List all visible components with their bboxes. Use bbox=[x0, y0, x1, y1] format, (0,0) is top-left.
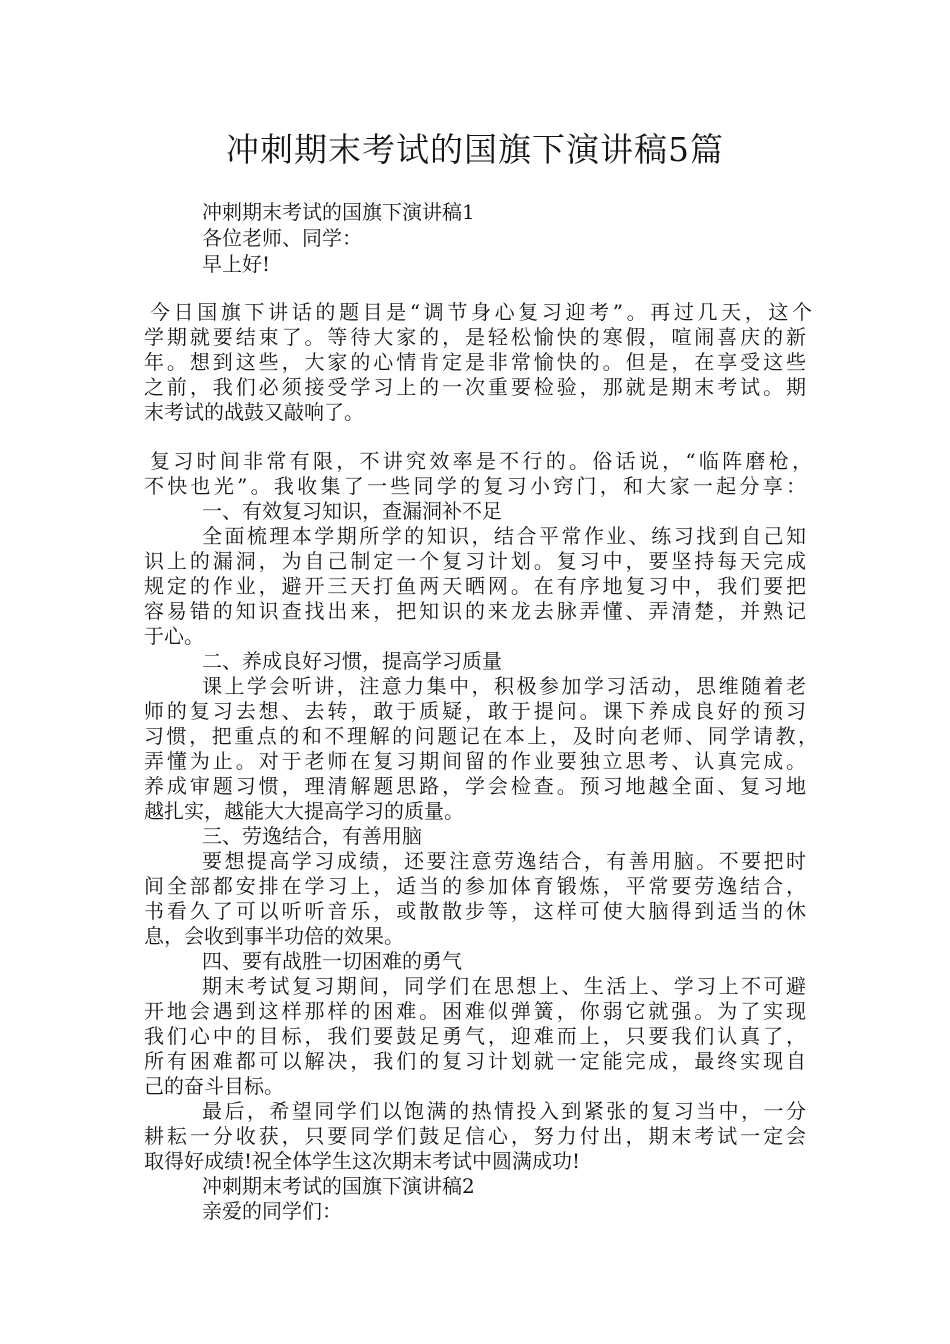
paragraph-line: 息，会收到事半功倍的效果。 bbox=[144, 924, 404, 948]
paragraph-line: 师的复习去想、去转，敢于质疑，敢于提问。课下养成良好的预习 bbox=[144, 699, 806, 723]
subheading: 二、养成良好习惯，提高学习质量 bbox=[202, 649, 502, 673]
greeting: 早上好! bbox=[202, 252, 271, 276]
subheading: 一、有效复习知识，查漏洞补不足 bbox=[202, 499, 502, 523]
document-title: 冲刺期末考试的国旗下演讲稿5篇 bbox=[226, 130, 724, 169]
paragraph-line: 于心。 bbox=[144, 624, 204, 648]
paragraph-line: 末考试的战鼓又敲响了。 bbox=[144, 400, 364, 424]
paragraph-line: 年。想到这些，大家的心情肯定是非常愉快的。但是，在享受这些 bbox=[144, 350, 806, 374]
paragraph-line: 规定的作业，避开三天打鱼两天晒网。在有序地复习中，我们要把 bbox=[144, 574, 806, 598]
paragraph-line: 所有困难都可以解决，我们的复习计划就一定能完成，最终实现自 bbox=[144, 1049, 806, 1073]
paragraph-line: 弄懂为止。对于老师在复习期间留的作业要独立思考、认真完成。 bbox=[144, 749, 806, 773]
paragraph-line: 我们心中的目标，我们要鼓足勇气，迎难而上，只要我们认真了， bbox=[144, 1024, 806, 1048]
paragraph-line: 越扎实，越能大大提高学习的质量。 bbox=[144, 799, 464, 823]
paragraph-line: 复习时间非常有限，不讲究效率是不行的。俗话说，“临阵磨枪， bbox=[150, 449, 812, 473]
paragraph-line: 取得好成绩!祝全体学生这次期末考试中圆满成功! bbox=[144, 1149, 581, 1173]
subheading: 四、要有战胜一切困难的勇气 bbox=[202, 949, 462, 973]
paragraph-line: 习惯，把重点的和不理解的问题记在本上，及时向老师、同学请教， bbox=[144, 724, 818, 748]
paragraph-line: 全面梳理本学期所学的知识，结合平常作业、练习找到自己知 bbox=[202, 524, 806, 548]
section-heading: 冲刺期末考试的国旗下演讲稿1 bbox=[202, 200, 475, 224]
salutation: 亲爱的同学们： bbox=[202, 1199, 342, 1223]
subheading: 三、劳逸结合，有善用脑 bbox=[202, 824, 422, 848]
paragraph-line: 学期就要结束了。等待大家的，是轻松愉快的寒假，喧闹喜庆的新 bbox=[144, 325, 806, 349]
paragraph-line: 之前，我们必须接受学习上的一次重要检验，那就是期末考试。期 bbox=[144, 375, 806, 399]
paragraph-line: 今日国旗下讲话的题目是“调节身心复习迎考”。再过几天，这个 bbox=[150, 300, 812, 324]
paragraph-line: 识上的漏洞，为自己制定一个复习计划。复习中，要坚持每天完成 bbox=[144, 549, 806, 573]
paragraph-line: 耕耘一分收获，只要同学们鼓足信心，努力付出，期末考试一定会 bbox=[144, 1124, 806, 1148]
paragraph-line: 开地会遇到这样那样的困难。困难似弹簧，你弱它就强。为了实现 bbox=[144, 999, 806, 1023]
paragraph-line: 最后，希望同学们以饱满的热情投入到紧张的复习当中，一分 bbox=[202, 1099, 806, 1123]
salutation: 各位老师、同学： bbox=[202, 226, 362, 250]
paragraph-line: 期末考试复习期间，同学们在思想上、生活上、学习上不可避 bbox=[202, 974, 806, 998]
paragraph-line: 要想提高学习成绩，还要注意劳逸结合，有善用脑。不要把时 bbox=[202, 849, 806, 873]
paragraph-line: 间全部都安排在学习上，适当的参加体育锻炼，平常要劳逸结合， bbox=[144, 874, 806, 898]
paragraph-line: 容易错的知识查找出来，把知识的来龙去脉弄懂、弄清楚，并熟记 bbox=[144, 599, 806, 623]
section-heading: 冲刺期末考试的国旗下演讲稿2 bbox=[202, 1174, 475, 1198]
paragraph-line: 己的奋斗目标。 bbox=[144, 1074, 284, 1098]
paragraph-line: 课上学会听讲，注意力集中，积极参加学习活动，思维随着老 bbox=[202, 674, 806, 698]
paragraph-line: 不快也光”。我收集了一些同学的复习小窍门，和大家一起分享： bbox=[144, 474, 806, 498]
paragraph-line: 书看久了可以听听音乐，或散散步等，这样可使大脑得到适当的休 bbox=[144, 899, 806, 923]
paragraph-line: 养成审题习惯，理清解题思路，学会检查。预习地越全面、复习地 bbox=[144, 774, 806, 798]
